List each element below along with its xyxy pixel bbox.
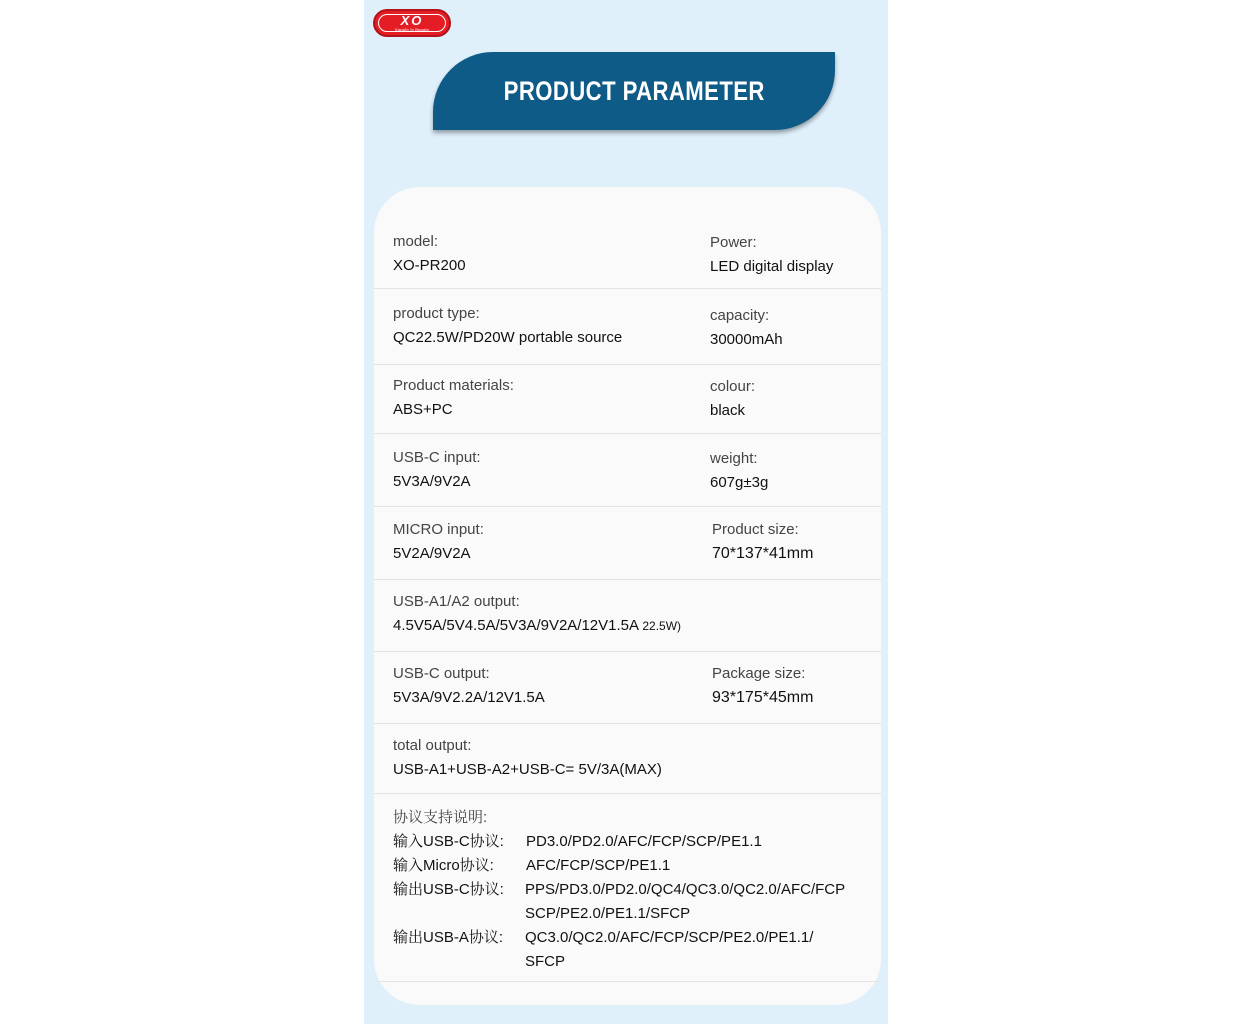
product-type-value: QC22.5W/PD20W portable source xyxy=(393,329,623,346)
power-label: Power: xyxy=(710,234,757,251)
weight-value: 607g±3g xyxy=(710,474,769,491)
param-row-usba-output xyxy=(374,579,881,652)
protocol-value: QC3.0/QC2.0/AFC/FCP/SCP/PE2.0/PE1.1/ xyxy=(525,929,814,946)
brand-logo xyxy=(373,9,451,37)
param-row-micro-input xyxy=(374,506,881,580)
protocol-title: 协议支持说明: xyxy=(393,809,488,826)
protocol-value: PPS/PD3.0/PD2.0/QC4/QC3.0/QC2.0/AFC/FCP xyxy=(525,881,846,898)
protocol-value: SCP/PE2.0/PE1.1/SFCP xyxy=(525,905,691,922)
usba-output-label: USB-A1/A2 output: xyxy=(393,593,520,610)
logo-border xyxy=(378,14,446,32)
micro-input-value: 5V2A/9V2A xyxy=(393,545,471,562)
capacity-value: 30000mAh xyxy=(710,331,783,348)
product-size-label: Product size: xyxy=(712,521,799,538)
usba-output-value xyxy=(393,614,681,638)
param-row-usbc-output xyxy=(374,651,881,724)
product-type-label: product type: xyxy=(393,305,480,322)
total-output-value: USB-A1+USB-A2+USB-C= 5V/3A(MAX) xyxy=(393,761,662,778)
package-size-label: Package size: xyxy=(712,665,806,682)
colour-value: black xyxy=(710,402,746,419)
protocol-key: 输出USB-A协议: xyxy=(393,929,504,946)
protocol-value: PD3.0/PD2.0/AFC/FCP/SCP/PE1.1 xyxy=(526,833,762,850)
materials-value: ABS+PC xyxy=(393,401,453,418)
model-label: model: xyxy=(393,233,439,250)
micro-input-label: MICRO input: xyxy=(393,521,484,538)
package-size-value: 93*175*45mm xyxy=(712,689,814,706)
logo-text: XO xyxy=(400,12,424,28)
usbc-input-value: 5V3A/9V2A xyxy=(393,473,471,490)
total-output-label: total output: xyxy=(393,737,472,754)
usbc-output-value: 5V3A/9V2.2A/12V1.5A xyxy=(393,689,545,706)
protocol-value: AFC/FCP/SCP/PE1.1 xyxy=(526,857,671,874)
materials-label: Product materials: xyxy=(393,377,514,394)
product-parameter-page xyxy=(364,0,888,1024)
param-row-usbc-input xyxy=(374,433,881,507)
usbc-output-label: USB-C output: xyxy=(393,665,490,682)
usba-output-values: 4.5V5A/5V4.5A/5V3A/9V2A/12V1.5A xyxy=(393,617,639,634)
protocol-section xyxy=(374,793,881,982)
power-value: LED digital display xyxy=(710,258,834,275)
protocol-key: 输入Micro协议: xyxy=(393,857,494,874)
parameter-card xyxy=(374,187,881,1005)
protocol-key: 输入USB-C协议: xyxy=(393,833,504,850)
protocol-key: 输出USB-C协议: xyxy=(393,881,504,898)
param-row-total-output xyxy=(374,723,881,794)
colour-label: colour: xyxy=(710,378,756,395)
weight-label: weight: xyxy=(710,450,758,467)
usbc-input-label: USB-C input: xyxy=(393,449,481,466)
title-banner xyxy=(433,52,835,130)
model-value: XO-PR200 xyxy=(393,257,466,274)
protocol-value: SFCP xyxy=(525,953,566,970)
usba-output-note: 22.5W) xyxy=(642,619,682,633)
product-size-value: 70*137*41mm xyxy=(712,545,814,562)
logo-tagline: Simple Is Beauty xyxy=(394,26,430,32)
param-row-materials xyxy=(374,364,881,434)
page-title: PRODUCT PARAMETER xyxy=(503,75,765,106)
param-row-type xyxy=(374,288,881,365)
param-row-model xyxy=(374,187,881,289)
capacity-label: capacity: xyxy=(710,307,770,324)
